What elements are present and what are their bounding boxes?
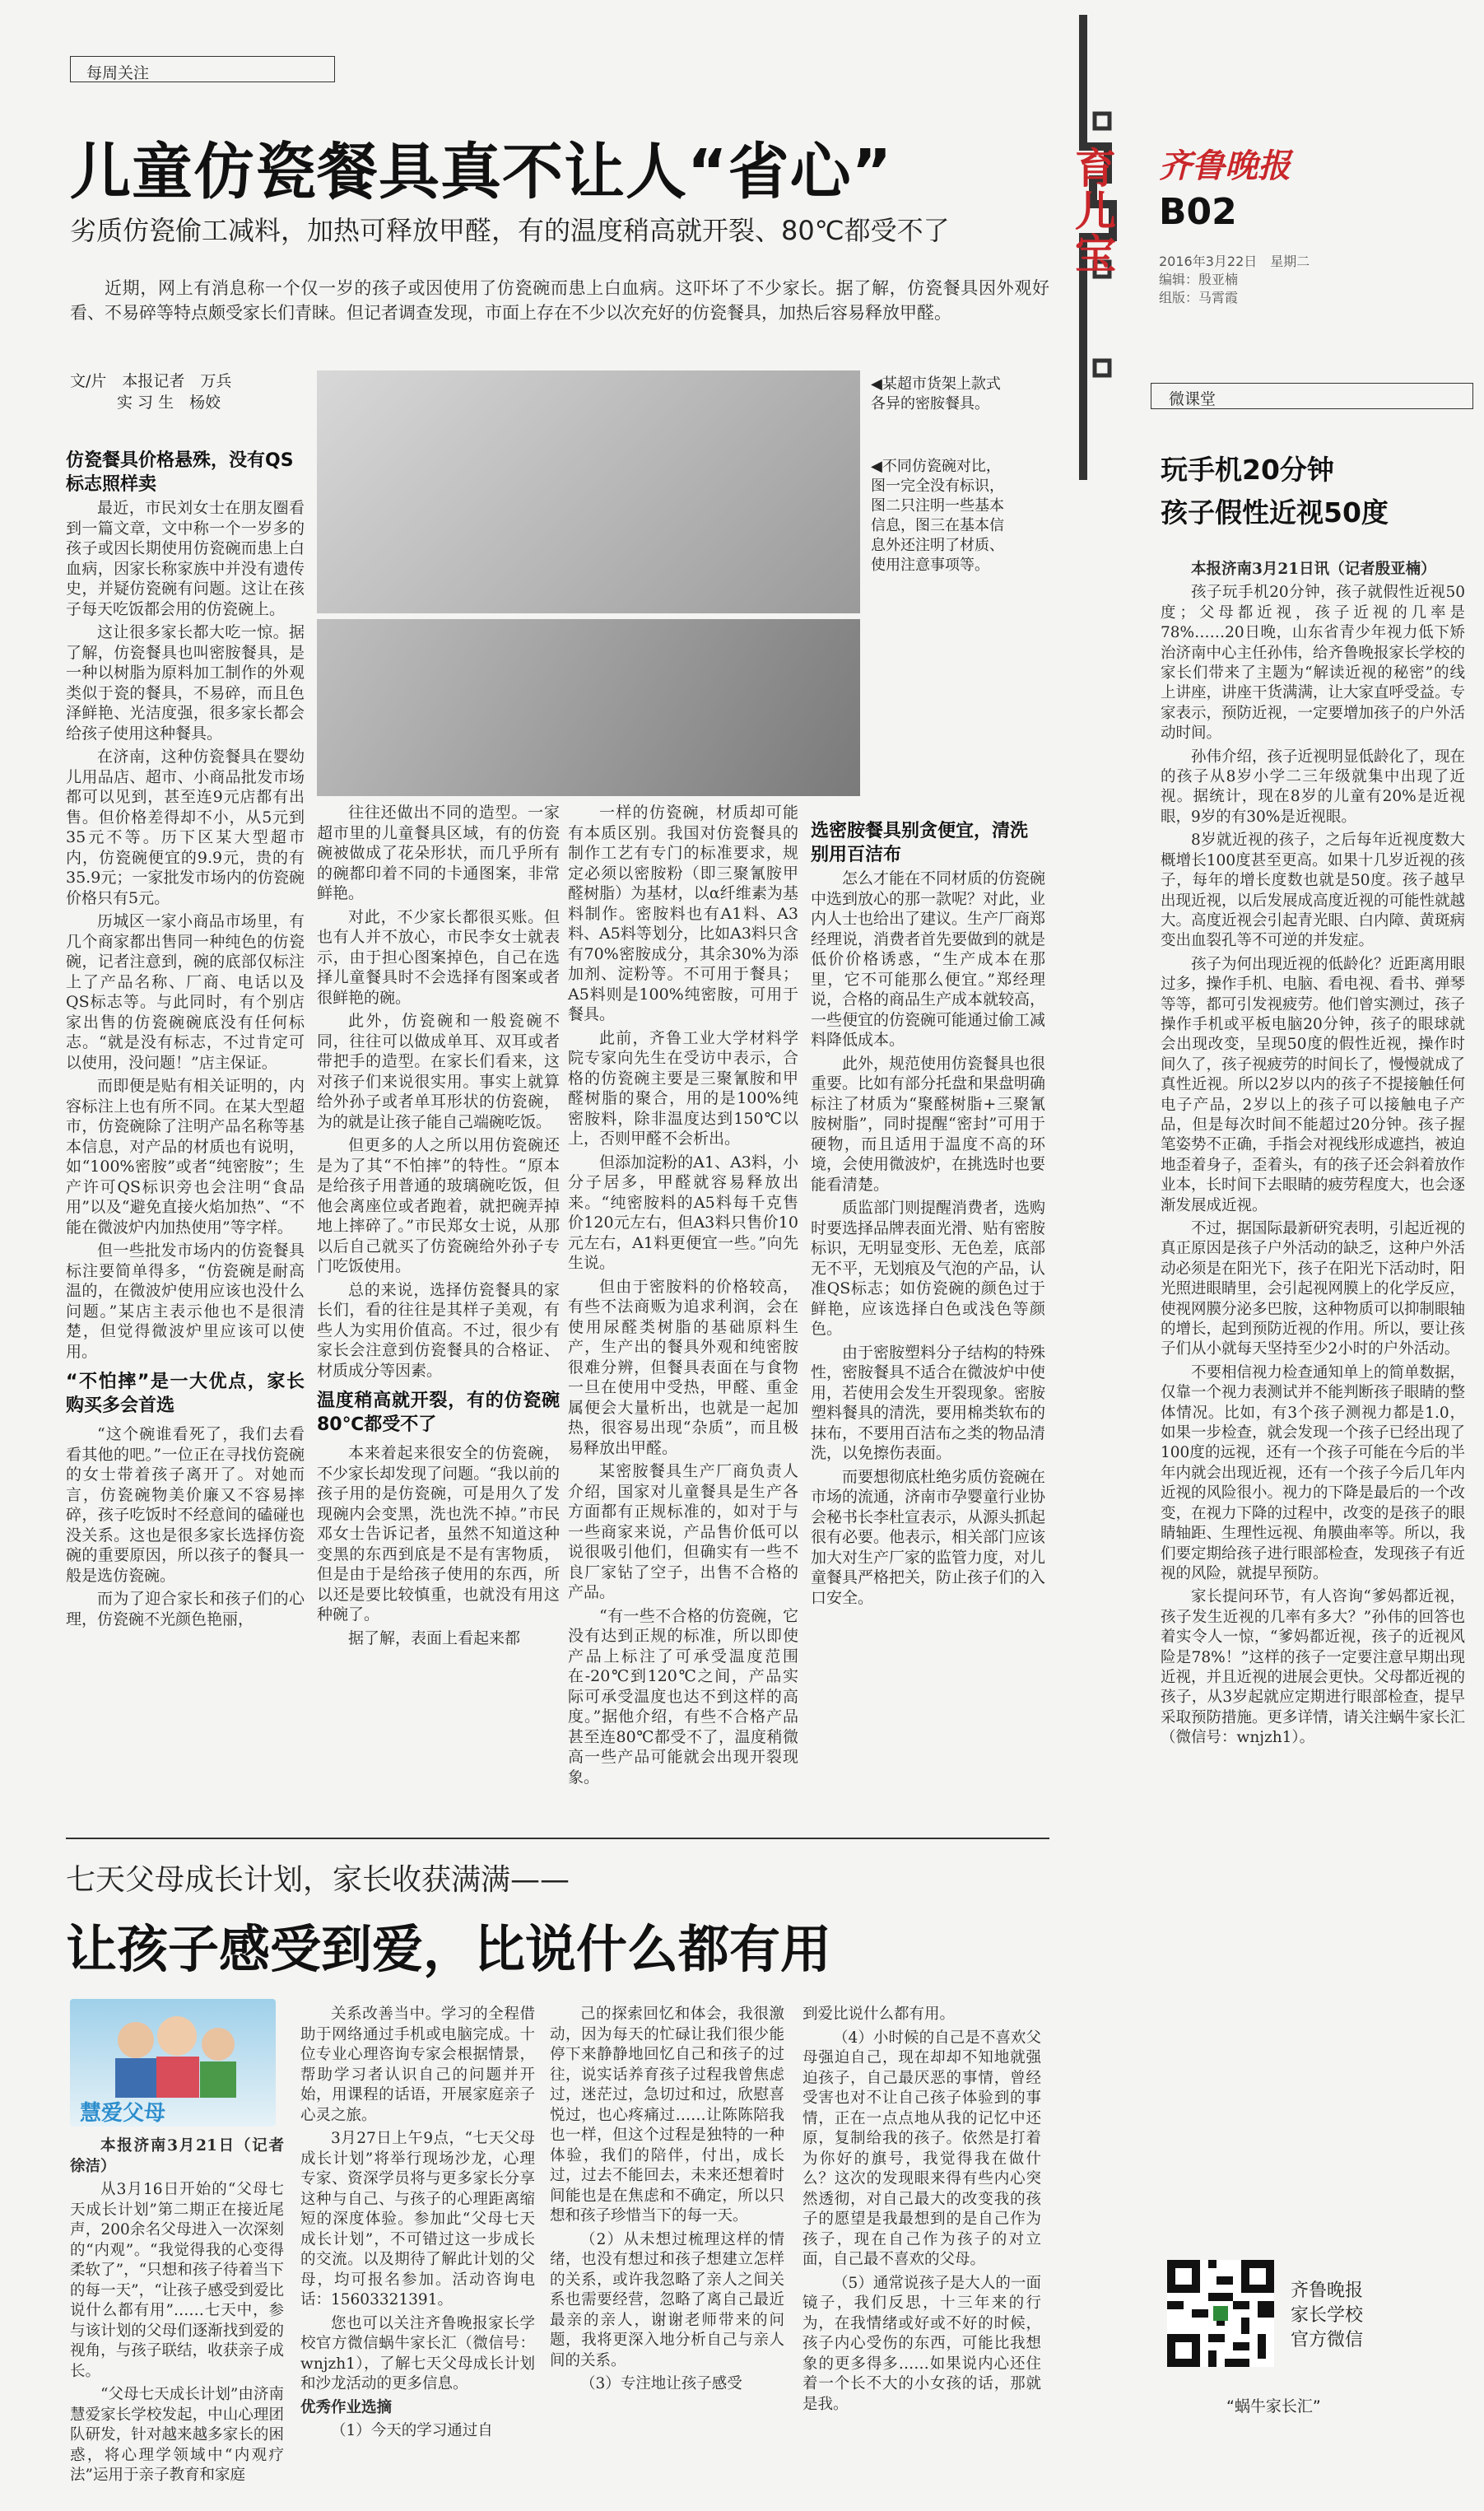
- headline: 儿童仿瓷餐具真不让人“省心”: [70, 137, 893, 207]
- paragraph: 由于密胺塑料分子结构的特殊性，密胺餐具不适合在微波炉中使用，若使用会发生开裂现象。密胺塑料餐具的清洗，要用棉类软布的抹布，不要用百洁布之类的物品清洗，以免擦伤表面。: [811, 1343, 1046, 1462]
- brand-logo-text: 慧爱父母: [80, 2101, 166, 2126]
- subhead-price: 仿瓷餐具价格悬殊，没有QS标志照样卖: [66, 450, 294, 495]
- bowl-comparison-photo: [317, 619, 860, 796]
- paragraph: 但由于密胺料的价格较高，有些不法商贩为追求利润，会在使用尿醛类树脂的基础原料生产，生产出的餐具外观和纯密胺很难分辨，但餐具表面在与食物一旦在使用中受热，甲醛、重金属便会大量析出，也就是一起加热，很容易出现“杂质”，而且极易释放出甲醛。: [568, 1277, 798, 1457]
- paragraph: 到爱比说什么都有用。: [802, 2006, 956, 2023]
- issue-date: 2016年3月22日 星期二: [1159, 254, 1310, 269]
- paragraph: （2）从未想过梳理这样的情绪，也没有想过和孩子想建立怎样的关系，或许我忽略了亲人之间关系也需要经营，忽略了离自己最近最亲的亲人，谢谢老师带来的问题，我将更深入地分析自己与亲人间的关系。: [550, 2230, 784, 2369]
- paragraph: （4）小时候的自己是不喜欢父母强迫自己，现在却却不知地就强迫孩子，自己最厌恶的事情，曾经受害也对不让自己孩子体验到的事情，正在一点点地从我的记忆中还原，复制给我的孩子。依然是打着为你好的旗号，我觉得我在做什么？这次的发现眼来得有些内心突然透彻，对自己最大的改变我的孩子的愿望是我最想到的是自己作为孩子，现在自己作为孩子的对立面，自己最不喜欢的父母。: [802, 2029, 1041, 2268]
- paragraph: 总的来说，选择仿瓷餐具的家长们，看的往往是其样子美观，有些人为实用价值高。不过，很少有家长会注意到仿瓷餐具的合格证、材质成分等因素。: [317, 1280, 560, 1380]
- byline-2: 实 习 生 杨姣: [70, 394, 221, 412]
- qr-code-image: [1167, 2260, 1274, 2367]
- paragraph: 质监部门则提醒消费者，选购时要选择品牌表面光滑、贴有密胺标识，无明显变形、无色差，底部无不平，无划痕及气泡的产品，认准QS标志；如仿瓷碗的颜色过于鲜艳，应该选择白色或浅色等颜色。: [811, 1199, 1046, 1338]
- paragraph: 历城区一家小商品市场里，有几个商家都出售同一种纯色的仿瓷碗，记者注意到，碗的底部仅标注上了产品名称、厂商、电话以及QS标志等。与此同时，有个别店家出售的仿瓷碗碗底没有任何标志。“就是没有标志，不过肯定可以使用，没问题！”店主保证。: [66, 912, 305, 1072]
- paragraph: “这个碗谁看死了，我们去看看其他的吧。”一位正在寻找仿瓷碗的女士带着孩子离开了。对她而言，仿瓷碗物美价廉又不容易摔碎，孩子吃饭时不经意间的磕碰也没关系。这也是很多家长选择仿瓷碗的重要原因，所以孩子的餐具一般是选仿瓷碗。: [66, 1425, 305, 1585]
- paper-logo: 齐鲁晚报: [1159, 147, 1291, 185]
- excerpt-subhead: 优秀作业选摘: [300, 2398, 393, 2416]
- byline-1: 文/片 本报记者 万兵: [70, 372, 232, 390]
- side-dateline: 本报济南3月21日讯（记者殷亚楠）: [1191, 561, 1436, 578]
- paragraph: 某密胺餐具生产厂商负责人介绍，国家对儿童餐具是生产各方面都有正规标准的，如对于与一些商家来说，产品售价低可以说很吸引他们，但确实有一些不良厂家钻了空子，出售不合格的产品。: [568, 1462, 798, 1601]
- side-para: 孩子玩手机20分钟，孩子就假性近视50度；父母都近视，孩子近视的几率是78%……20日晚，山东省青少年视力低下矫治济南中心主任孙伟，给齐鲁晚报家长学校的家长们带来了主题为“解读近视的秘密”的线上讲座，讲座干货满满，让大家直呼受益。专家表示，预防近视，一定要增加孩子的户外活动时间。: [1161, 584, 1466, 743]
- paragraph: 而要想彻底杜绝劣质仿瓷碗在市场的流通，济南市孕婴童行业协会秘书长李杜宣表示，从源头抓起很有必要。他表示，相关部门应该加大对生产厂家的监管力度，对儿童餐具严格把关，防止孩子们的入口安全。: [811, 1467, 1046, 1607]
- caption-shelf: ◀某超市货架上款式各异的密胺餐具。: [871, 375, 1001, 412]
- a1-col3: [568, 803, 798, 1791]
- section-name: 育儿宝: [1068, 147, 1116, 275]
- a2-col3: [550, 2005, 784, 2398]
- family-photo-logo: [70, 1999, 276, 2127]
- article-divider: [66, 1838, 1049, 1839]
- subhead-tips: 选密胺餐具别贪便宜，清洗别用百洁布: [811, 821, 1029, 865]
- a2-col1: [70, 2136, 284, 2490]
- paragraph: 此外，仿瓷碗和一般瓷碗不同，往往可以做成单耳、双耳或者带把手的造型。在家长们看来，这对孩子们来说很实用。事实上就算给外孙子或者单耳形状的仿瓷碗，为的就是让孩子能自己端碗吃饭。: [317, 1012, 560, 1131]
- paragraph: 但添加淀粉的A1、A3料，小分子居多，甲醛就容易释放出来。“纯密胺料的A5料每千克售价120元左右，但A3料只售价10元左右，A1料更便宜一些。”向先生说。: [568, 1153, 798, 1272]
- article2-headline: 让孩子感受到爱，比说什么都有用: [66, 1919, 832, 1979]
- paragraph: “有一些不合格的仿瓷碗，它没有达到正规的标准，所以即使产品上标注了可承受温度范围在-20℃到120℃之间，产品实际可承受温度也达不到这样的高度。”据他介绍，有些不合格产品甚至连80℃都受不了，温度稍微高一些产品可能就会出现开裂现象。: [568, 1606, 798, 1787]
- paragraph: （5）通常说孩子是大人的一面镜子，我们反思，十三年来的行为，在我情绪或好或不好的时候，孩子内心受伤的东西，可能比我想象的更多得多……如果说内心还住着一个长不大的小女孩的话，那就是我。: [802, 2274, 1041, 2413]
- lead-text: 近期，网上有消息称一个仅一岁的孩子或因使用了仿瓷碗而患上白血病。这吓坏了不少家长。据了解，仿瓷餐具因外观好看、不易碎等特点颇受家长们青睐。但记者调查发现，市面上存在不少以次充好的仿瓷餐具，加热后容易释放甲醛。: [70, 278, 1049, 323]
- paragraph: 但一些批发市场内的仿瓷餐具标注要简单得多，“仿瓷碗是耐高温的，在微波炉使用应该也没什么问题。”某店主表示他也不是很清楚，但觉得微波炉里应该可以使用。: [66, 1242, 305, 1361]
- paragraph: 对此，不少家长都很买账。但也有人并不放心，市民李女士就表示，由于担心图案掉色，自己在选择儿童餐具时不会选择有图案或者很鲜艳的碗。: [317, 907, 560, 1007]
- paragraph: 本来着起来很安全的仿瓷碗，不少家长却发现了问题。“我以前的孩子用的是仿瓷碗，可是用久了发现碗内会变黑，洗也洗不掉。”市民邓女士告诉记者，虽然不知道这种变黑的东西到底是不是有害物质，但是由于是给孩子使用的东西，所以还是要比较慎重，也就没有用这种碗了。: [317, 1444, 560, 1624]
- paragraph: （1）今天的学习通过自: [331, 2422, 493, 2439]
- qr-caption: 齐鲁晚报 家长学校 官方微信: [1291, 2280, 1364, 2350]
- paragraph: 此外，规范使用仿瓷餐具也很重要。比如有部分托盘和果盘明确标注了材质为“聚醛树脂+三聚氰胺树脂”，同时提醒“密封”可用于硬物，而且适用于温度不高的环境，会使用微波炉，在挑选时也要能看清楚。: [811, 1054, 1046, 1194]
- layout-credit: 组版：马霄霞: [1159, 290, 1239, 305]
- article2-dateline: 本报济南3月21日（记者徐洁）: [70, 2137, 284, 2175]
- a1-col1: [66, 498, 305, 1633]
- paragraph: （3）专注地让孩子感受: [580, 2375, 742, 2392]
- paragraph: 3月27日上午9点，“七天父母成长计划”将举行现场沙龙，心理专家、资深学员将与更多家长分享这种与自己、与孩子的心理距离缩短的深度体验。参加此“父母七天成长计划”，不可错过这一步成长的交流。以及期待了解此计划的父母，均可报名参加。活动咨询电话：15603321391。: [300, 2130, 535, 2308]
- paragraph: 关系改善当中。学习的全程借助于网络通过手机或电脑完成。十位专业心理咨询专家会根据情景，帮助学习者认识自己的问题并开始，用课程的话语，开展家庭亲子心灵之旅。: [300, 2006, 535, 2124]
- family-photo: [70, 1999, 276, 2098]
- side-headline-1: 玩手机20分钟: [1161, 454, 1334, 486]
- kicker-label: 每周关注: [86, 64, 150, 82]
- paragraph: 而为了迎合家长和孩子们的心理，仿瓷碗不光颜色艳丽，: [66, 1590, 305, 1628]
- side-body: [1161, 560, 1465, 1752]
- paragraph: 据了解，表面上看起来都: [348, 1628, 521, 1647]
- paragraph: 一样的仿瓷碗，材质却可能有本质区别。我国对仿瓷餐具的制作工艺有专门的标准要求，规定必须以密胺粉（即三聚氰胺甲醛树脂）为基材，以α纤维素为基料制作。密胺料也有A1料、A3料、A5料等划分，比如A3料只含有70%密胺成分，其余30%为添加剂、淀粉等。不可用于餐具；A5料则是100%纯密胺，可用于餐具。: [568, 804, 798, 1023]
- side-para: 家长提问环节，有人咨询“爹妈都近视，孩子发生近视的几率有多大？”孙伟的回答也着实令人一惊，“爹妈都近视，孩子的近视风险是78%！”这样的孩子一定要注意早期出现近视，并且近视的进展会更快。父母都近视的孩子，从3岁起就应定期进行眼部检查，提早采取预防措施。更多详情，请关注蜗牛家长汇（微信号：wnjzh1）。: [1161, 1588, 1466, 1747]
- side-para: 不要相信视力检查通知单上的简单数据，仅靠一个视力表测试并不能判断孩子眼睛的整体情况。比如，有3个孩子测视力都是1.0，如果一步检查，就会发现一个孩子已经出现了100度的远视，还有一个孩子可能在今后的半年内就会出现近视，还有一个孩子今后几年内近视的风险很小。视力的下降是最后的一个改变，在视力下降的过程中，改变的是孩子的眼睛轴距、生理性远视、角膜曲率等。所以，我们要定期给孩子进行眼部检查，发现孩子有近视的风险，就提早预防。: [1161, 1363, 1466, 1582]
- paragraph: 但更多的人之所以用仿瓷碗还是为了其“不怕摔”的特性。“原本是给孩子用普通的玻璃碗吃饭，但他会离座位或者跑着，就把碗弄掉地上摔碎了。”市民郑女士说，从那以后自己就买了仿瓷碗给外孙子专门吃饭使用。: [317, 1136, 560, 1275]
- article2-kicker: 七天父母成长计划，家长收获满满——: [66, 1863, 570, 1897]
- column-label: 微课堂: [1169, 390, 1217, 408]
- paragraph: 此前，齐鲁工业大学材料学院专家向先生在受访中表示，合格的仿瓷碗主要是三聚氰胺和甲醛树脂的聚合，用的是100%纯密胺料，除非温度达到150℃以上，否则甲醛不会析出。: [568, 1028, 798, 1148]
- a1-col2: [317, 803, 560, 1651]
- subhead-durable: “不怕摔”是一大优点，家长购买多会首选: [66, 1372, 305, 1416]
- side-para: 孙伟介绍，孩子近视明显低龄化了，现在的孩子从8岁小学二三年级就集中出现了近视。据统计，现在8岁的儿童有20%是近视眼，9岁的有30%是近视眼。: [1161, 748, 1466, 826]
- subhead-heat: 温度稍高就开裂，有的仿瓷碗80℃都受不了: [317, 1391, 560, 1435]
- caption-comparison: ◀不同仿瓷碗对比，图一完全没有标识，图二只注明一些基本信息，图三在基本信息外还注明了材质、使用注意事项等。: [871, 458, 1004, 574]
- paragraph: 而即便是贴有相关证明的，内容标注上也有所不同。在某大型超市，仿瓷碗除了注明产品名称等基本信息，对产品的材质也有说明，如“100%密胺”或者“纯密胺”；生产许可QS标识旁也会注明“食品用”以及“避免直接火焰加热”、“不能在微波炉内加热使用”等字样。: [66, 1077, 305, 1237]
- paragraph: 最近，市民刘女士在朋友圈看到一篇文章，文中称一个一岁多的孩子或因长期使用仿瓷碗而患上白血病，因家长称家族中并没有遗传史，并疑仿瓷碗有问题。这让在孩子每天吃饭都会用的仿瓷碗上。: [66, 499, 305, 618]
- side-para: 8岁就近视的孩子，之后每年近视度数大概增长100度甚至更高。如果十几岁近视的孩子，每年的增长度数也就是50度。孩子越早出现近视，以后发展成高度近视的可能性就越大。高度近视会引起青光眼、白内障、黄斑病变出血裂孔等不可逆的并发症。: [1161, 832, 1466, 950]
- side-para: 孩子为何出现近视的低龄化？近距离用眼过多，操作手机、电脑、看电视、看书、弹琴等等，都可引发视疲劳。他们曾实测过，孩子操作手机或平板电脑20分钟，孩子的眼球就会出现改变，呈现50度的假性近视，操作时间久了，孩子视疲劳的时间长了，慢慢就成了真性近视。所以2岁以内的孩子不提接触任何电子产品，2岁以上的孩子可以接触电子产品，但是每次时间不能超过20分钟。孩子握笔姿势不正确，手指会对视线形成遮挡，被迫地歪着身子，歪着头，有的孩子还会斜着放作业本，长时间下去眼睛的疲劳程度大，也会逐渐发展成近视。: [1161, 955, 1466, 1214]
- paragraph: 您也可以关注齐鲁晚报家长学校官方微信蜗牛家长汇（微信号：wnjzh1），了解七天父母成长计划和沙龙活动的更多信息。: [300, 2314, 535, 2392]
- a2-col2: [300, 2005, 535, 2445]
- paragraph: 在济南，这种仿瓷餐具在婴幼儿用品店、超市、小商品批发市场都可以见到，甚至连9元店都有出售。但价格差得却不小，从5元到35元不等。历下区某大型超市内，仿瓷碗便宜的9.9元，贵的有35.9元；一家批发市场内的仿瓷碗价格只有5元。: [66, 748, 305, 907]
- page-number: B02: [1159, 191, 1237, 233]
- supermarket-shelf-photo: [317, 370, 860, 613]
- lead-paragraph: [70, 276, 1049, 328]
- paragraph: 这让很多家长都大吃一惊。据了解，仿瓷餐具也叫密胺餐具，是一种以树脂为原料加工制作的外观类似于瓷的餐具，不易碎，而且色泽鲜艳、光洁度强，很多家长都会给孩子使用这种餐具。: [66, 623, 305, 743]
- paragraph: 往往还做出不同的造型。一家超市里的儿童餐具区域，有的仿瓷碗被做成了花朵形状，而几乎所有的碗都印着不同的卡通图案，非常鲜艳。: [317, 804, 560, 902]
- a1-col4: [811, 869, 1045, 1611]
- subheadline: 劣质仿瓷偷工减料，加热可释放甲醛，有的温度稍高就开裂、80℃都受不了: [70, 215, 950, 246]
- editor-credit: 编辑：殷亚楠: [1159, 272, 1239, 287]
- a2-col4: [802, 2005, 1041, 2418]
- paragraph: 怎么才能在不同材质的仿瓷碗中选到放心的那一款呢？对此，业内人士也给出了建议。生产厂商郑经理说，消费者首先要做到的就是低价价格诱惑，“生产成本在那里，它不可能那么便宜。”郑经理说，合格的商品生产成本就较高，一些便宜的仿瓷碗可能通过偷工减料降低成本。: [811, 869, 1046, 1049]
- qr-account-name: “蜗牛家长汇”: [1226, 2397, 1321, 2415]
- side-para: 不过，据国际最新研究表明，引起近视的真正原因是孩子户外活动的缺乏，这种户外活动必须是在阳光下，孩子在阳光下活动时，阳光照进眼睛里，会引起视网膜上的化学反应，使视网膜分泌多巴胺，这种物质可以抑制眼轴的增长，起到预防近视的作用。所以，要让孩子们从小就每天坚持至少2小时的户外活动。: [1161, 1220, 1466, 1358]
- paragraph: “父母七天成长计划”由济南慧爱家长学校发起，中山心理团队研发，针对越来越多家长的困惑，将心理学领域中“内观疗法”运用于亲子教育和家庭: [70, 2386, 284, 2484]
- paragraph: 己的探索回忆和体会，我很激动，因为每天的忙碌让我们很少能停下来静静地回忆自己和孩子的过往，说实话养育孩子过程我曾焦虑过，迷茫过，急切过和过，欣慰喜悦过，也心疼痛过……让陈陈陪我也一样，但这个过程是独特的一种体验，我们的陪伴，付出，成长过，过去不能回去，未来还想着时间能也是在焦虑和不确定，所以只想和孩子珍惜当下的每一天。: [550, 2006, 784, 2224]
- side-headline-2: 孩子假性近视50度: [1161, 496, 1389, 529]
- paragraph: 从3月16日开始的“父母七天成长计划”第二期正在接近尾声，200余名父母进入一次深刻的“内观”。“我觉得我的心变得柔软了”，“只想和孩子待着当下的每一天”，“让孩子感受到爱比说什么都有用”……七天中，参与该计划的父母们逐渐找到爱的视角，与孩子联结，收获亲子成长。: [70, 2181, 284, 2380]
- qr-code: [1167, 2260, 1274, 2367]
